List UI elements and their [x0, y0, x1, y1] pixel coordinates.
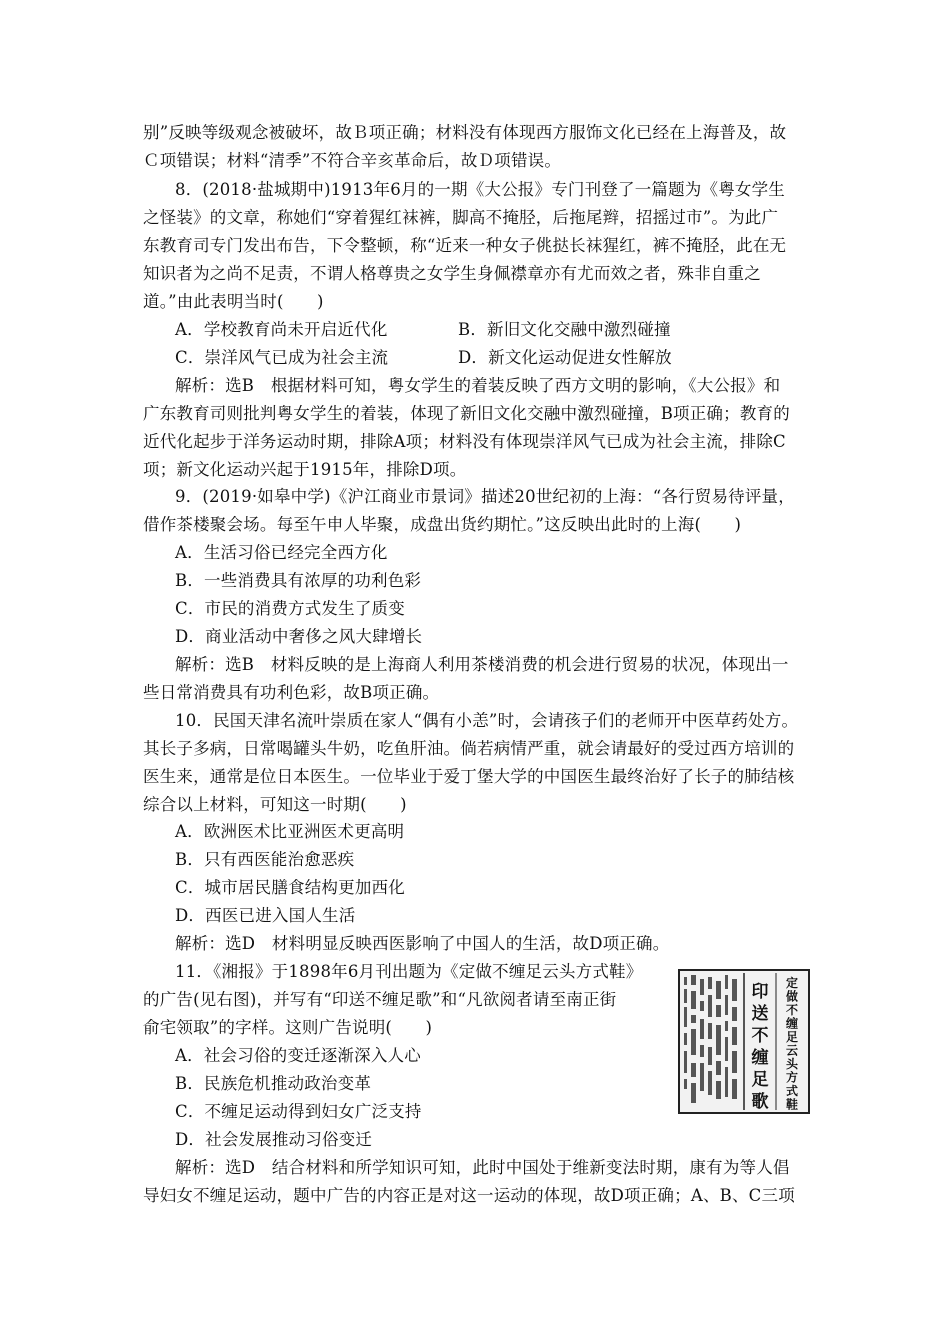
- text-line: 医生来，通常是位日本医生。一位毕业于爱丁堡大学的中国医生最终治好了长子的肺结核: [143, 767, 795, 786]
- ad-character: 足: [785, 1030, 799, 1044]
- ad-character: 不: [785, 1003, 799, 1017]
- text-line: 些日常消费具有功利色彩，故B项正确。: [143, 683, 440, 702]
- newspaper-ad-image: [678, 969, 810, 1114]
- ad-character: 方: [785, 1070, 799, 1085]
- option-a: A．欧洲医术比亚洲医术更高明: [175, 822, 405, 841]
- text-line: 其长子多病，日常喝罐头牛奶，吃鱼肝油。倘若病情严重，就会请最好的受过西方培训的: [143, 739, 795, 758]
- ad-title-column: [785, 975, 799, 1112]
- text-line: 道。”由此表明当时( ): [143, 292, 324, 311]
- option-b: B．一些消费具有浓厚的功利色彩: [175, 571, 422, 590]
- analysis-line: 解析：选D 结合材料和所学知识可知，此时中国处于维新变法时期，康有为等人倡: [175, 1158, 790, 1177]
- text-line: 之怪装》的文章，称她们“穿着猩红袜裤，脚高不掩胫，后拖尾辫，招摇过市”。为此广: [143, 208, 779, 227]
- analysis-line: 解析：选D 材料明显反映西医影响了中国人的生活，故D项正确。: [175, 934, 670, 953]
- ad-character: 云: [785, 1043, 799, 1058]
- ad-character: 定: [785, 976, 799, 990]
- text-line: 项；新文化运动兴起于1915年，排除D项。: [143, 460, 467, 479]
- text-line: 近代化起步于洋务运动时期，排除A项；材料没有体现崇洋风气已成为社会主流，排除C: [143, 432, 786, 451]
- option-d: D．西医已进入国人生活: [175, 906, 356, 925]
- option-b: B．只有西医能治愈恶疾: [175, 850, 355, 869]
- ad-character: 式: [785, 1084, 799, 1098]
- option-c: C．城市居民膳食结构更加西化: [175, 878, 405, 897]
- option-b: B．民族危机推动政治变革: [175, 1074, 372, 1093]
- text-line: Ｃ项错误；材料“清季”不符合辛亥革命后，故Ｄ项错误。: [143, 151, 562, 170]
- text-line: 俞宅领取”的字样。这则广告说明( ): [143, 1018, 433, 1037]
- option-a: A．学校教育尚未开启近代化: [175, 320, 388, 339]
- ad-character: 鞋: [785, 1097, 799, 1112]
- text-line: 知识者为之尚不足责，不谓人格尊贵之女学生身佩襟章亦有尤而效之者，殊非自重之: [143, 264, 761, 283]
- option-d: D．商业活动中奢侈之风大肆增长: [175, 627, 423, 646]
- text-line: 导妇女不缠足运动，题中广告的内容正是对这一运动的体现，故D项正确；A、B、C三项: [143, 1186, 795, 1205]
- ad-character: 送: [751, 1004, 769, 1024]
- ad-character: 缠: [785, 1016, 799, 1031]
- ad-character: 足: [751, 1070, 769, 1090]
- analysis-line: 解析：选B 材料反映的是上海商人利用茶楼消费的机会进行贸易的状况，体现出一: [175, 655, 789, 674]
- option-a: A．生活习俗已经完全西方化: [175, 543, 388, 562]
- text-line: 别”反映等级观念被破坏，故Ｂ项正确；材料没有体现西方服饰文化已经在上海普及，故: [143, 123, 787, 142]
- text-line: 综合以上材料，可知这一时期( ): [143, 795, 407, 814]
- ad-character: 印: [751, 982, 769, 1002]
- option-d: D．社会发展推动习俗变迁: [175, 1130, 373, 1149]
- analysis-line: 解析：选B 根据材料可知，粤女学生的着装反映了西方文明的影响，《大公报》和: [175, 376, 781, 395]
- ad-character: 歌: [751, 1092, 769, 1112]
- option-c: C．市民的消费方式发生了质变: [175, 599, 405, 618]
- ad-character: 头: [785, 1057, 799, 1071]
- newspaper-ad-illustration: [680, 971, 808, 1112]
- ad-character: 缠: [751, 1048, 769, 1068]
- text-line: 东教育司专门发出布告，下令整顿，称“近来一种女子佻挞长袜猩红，裤不掩胫，此在无: [143, 236, 787, 255]
- option-b: B．新旧文化交融中激烈碰撞: [458, 320, 671, 339]
- ad-character: 做: [785, 989, 799, 1004]
- question-11-line: 11．《湘报》于1898年6月刊出题为《定做不缠足云头方式鞋》: [175, 962, 643, 981]
- option-a: A．社会习俗的变迁逐渐深入人心: [175, 1046, 421, 1065]
- text-line: 广东教育司则批判粤女学生的着装，体现了新旧文化交融中激烈碰撞，B项正确；教育的: [143, 404, 790, 423]
- question-9-line: 9．(2019·如皋中学)《沪江商业市景词》描述20世纪初的上海：“各行贸易待评量，: [175, 487, 795, 506]
- option-d: D．新文化运动促进女性解放: [458, 348, 672, 367]
- option-c: C．不缠足运动得到妇女广泛支持: [175, 1102, 422, 1121]
- question-8-line: 8．(2018·盐城期中)1913年6月的一期《大公报》专门刊登了一篇题为《粤女学生: [175, 180, 785, 199]
- ad-character: 不: [751, 1026, 769, 1046]
- text-line: 的广告(见右图)，并写有“印送不缠足歌”和“凡欲阅者请至南正街: [143, 990, 617, 1009]
- option-c: C．崇洋风气已成为社会主流: [175, 348, 389, 367]
- question-10-line: 10．民国天津名流叶崇质在家人“偶有小恙”时，会请孩子们的老师开中医草药处方。: [175, 711, 799, 730]
- text-line: 借作茶楼聚会场。每至午申人毕聚，成盘出货约期忙。”这反映出此时的上海( ): [143, 515, 742, 534]
